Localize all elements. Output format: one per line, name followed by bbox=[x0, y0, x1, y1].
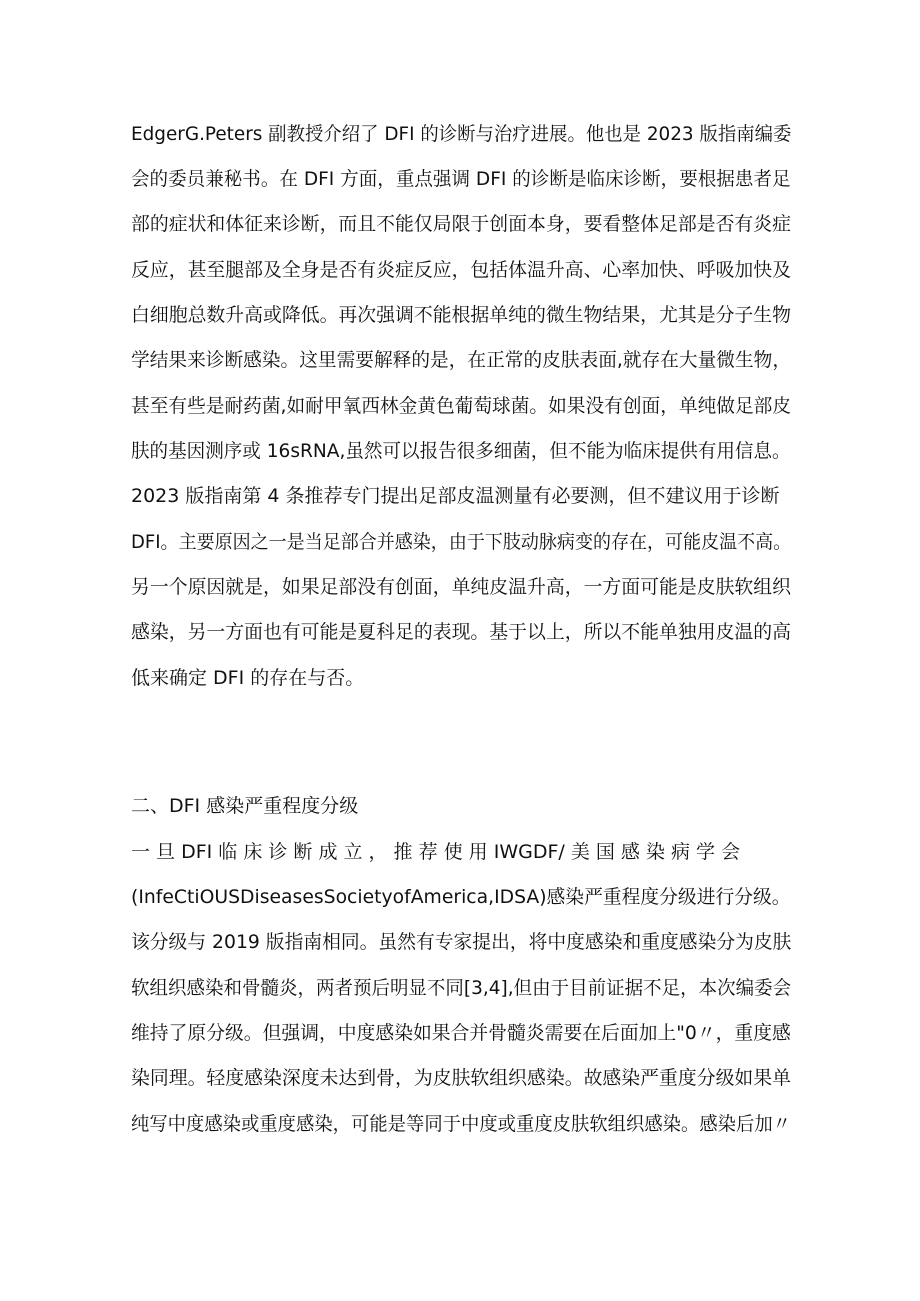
paragraph-line: 一 旦 DFI 临 床 诊 断 成 立 ， 推 荐 使 用 IWGDF/ 美 国 感 染 病 学 会 bbox=[131, 841, 741, 863]
paragraph-line: 部的症状和体征来诊断，而且不能仅局限于创面本身，要看整体足部是否有炎症 bbox=[131, 213, 792, 235]
paragraph-line: 纯写中度感染或重度感染，可能是等同于中度或重度皮肤软组织感染。感染后加〃 bbox=[131, 1113, 792, 1135]
paragraph-line: 另一个原因就是，如果足部没有创面，单纯皮温升高，一方面可能是皮肤软组织 bbox=[131, 576, 792, 598]
paragraph-line: 甚至有些是耐药菌,如耐甲氧西林金黄色葡萄球菌。如果没有创面，单纯做足部皮 bbox=[131, 395, 792, 417]
paragraph-line: 反应，甚至腿部及全身是否有炎症反应，包括体温升高、心率加快、呼吸加快及 bbox=[131, 259, 792, 281]
section-heading: 二、DFI 感染严重程度分级 bbox=[131, 795, 359, 817]
paragraph-line: 软组织感染和骨髓炎，两者预后明显不同[3,4],但由于目前证据不足，本次编委会 bbox=[131, 977, 792, 999]
paragraph-line: 2023 版指南第 4 条推荐专门提出足部皮温测量有必要测，但不建议用于诊断 bbox=[131, 485, 780, 507]
paragraph-line: 学结果来诊断感染。这里需要解释的是，在正常的皮肤表面,就存在大量微生物， bbox=[131, 349, 792, 371]
paragraph-line: 维持了原分级。但强调，中度感染如果合并骨髓炎需要在后面加上"0〃，重度感 bbox=[131, 1022, 791, 1044]
paragraph-line: 染同理。轻度感染深度未达到骨，为皮肤软组织感染。故感染严重度分级如果单 bbox=[131, 1067, 792, 1089]
paragraph-line: 会的委员兼秘书。在 DFI 方面，重点强调 DFI 的诊断是临床诊断，要根据患者足 bbox=[131, 168, 791, 190]
paragraph-line: EdgerG.Peters 副教授介绍了 DFI 的诊断与治疗进展。他也是 2023 版指南编委 bbox=[131, 123, 792, 145]
paragraph-line: DFI。主要原因之一是当足部合并感染，由于下肢动脉病变的存在，可能皮温不高。 bbox=[131, 531, 792, 553]
paragraph-line: 低来确定 DFI 的存在与否。 bbox=[131, 667, 365, 689]
paragraph-line: 该分级与 2019 版指南相同。虽然有专家提出，将中度感染和重度感染分为皮肤 bbox=[131, 931, 792, 953]
paragraph-line: 感染，另一方面也有可能是夏科足的表现。基于以上，所以不能单独用皮温的高 bbox=[131, 621, 792, 643]
paragraph-line: 肤的基因测序或 16sRNA,虽然可以报告很多细菌，但不能为临床提供有用信息。 bbox=[131, 440, 791, 462]
paragraph-line: (InfeCtiOUSDiseasesSocietyofAmerica,IDSA)感染严重程度分级进行分级。 bbox=[131, 886, 791, 908]
paragraph-line: 白细胞总数升高或降低。再次强调不能根据单纯的微生物结果，尤其是分子生物 bbox=[131, 304, 792, 326]
